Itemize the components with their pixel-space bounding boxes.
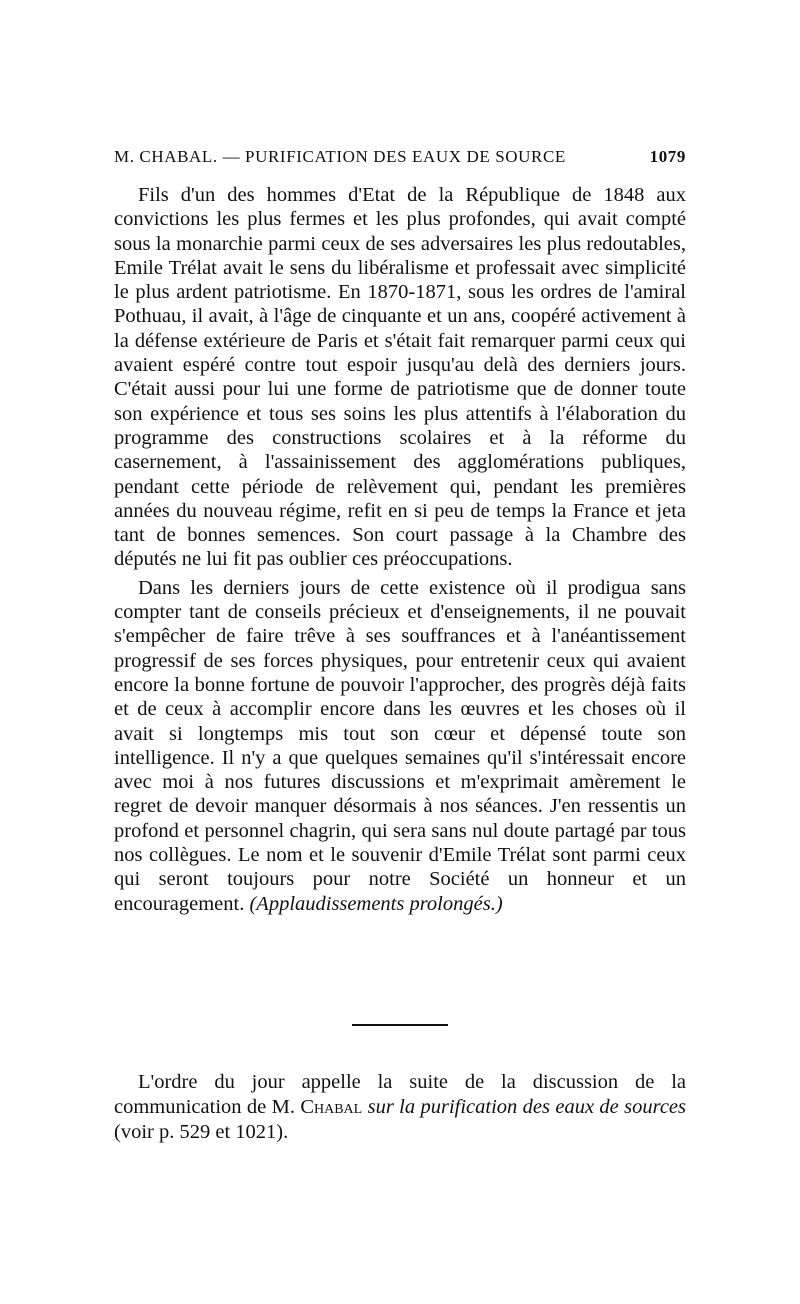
section-divider bbox=[352, 1024, 448, 1026]
running-title: M. CHABAL. — PURIFICATION DES EAUX DE SOURCE bbox=[114, 147, 566, 166]
paragraph-1: Fils d'un des hommes d'Etat de la République de 1848 aux convictions les plus fermes et les plus profondes, qui avait compté sous la monarchie parmi ceux de ses adversaires les plus redoutables, Emile Trélat avait le sens du libéralisme et professait avec simplicité le plus ardent patriotisme. En 1870-1871, sous les ordres de l'amiral Pothuau, il avait, à l'âge de cinquante et un ans, coopéré activement à la défense extérieure de Paris et s'était fait remarquer parmi ceux qui avaient espéré contre tout espoir jusqu'au delà des derniers jours. C'était aussi pour lui une forme de patriotisme que de donner toute son expérience et tous ses soins les plus attentifs à l'élaboration du programme des constructions scolaires et à la réforme du casernement, à l'assainissement des agglomérations publiques, pendant cette période de relèvement qui, pendant les premières années du nouveau régime, refit en si peu de temps la France et jeta tant de bonnes semences. Son court passage à la Chambre des députés ne lui fit pas oublier ces préoccupations. bbox=[114, 184, 686, 571]
eulogy-text bbox=[114, 183, 686, 916]
applause-note: (Applaudissements prolongés.) bbox=[249, 892, 503, 915]
order-text-before: L'ordre du jour appelle la suite de la discussion de la communication de M. bbox=[114, 1071, 686, 1118]
discussion-subject: sur la purification des eaux de sources bbox=[362, 1096, 686, 1118]
running-header bbox=[114, 147, 686, 171]
paragraph-2-main: Dans les derniers jours de cette existence où il prodigua sans compter tant de conseils précieux et d'enseignements, il ne pouvait s'empêcher de faire trêve à ses souffrances et à l'anéantissement progressif de ses forces physiques, pour entretenir ceux qui avaient encore la bonne fortune de pouvoir l'approcher, des progrès déjà faits et de ceux à accomplir encore dans les œuvres et les choses où il avait si longtemps mis tout son cœur et dépensé toute son intelligence. Il n'y a que quelques semaines qu'il s'intéressait encore avec moi à nos futures discussions et m'exprimait amèrement le regret de devoir manquer désormais à nos séances. J'en ressentis un profond et personnel chagrin, qui sera sans nul doute partagé par tous nos collègues. Le nom et le souvenir d'Emile Trélat sont parmi ceux qui seront toujours pour notre Société un honneur et un encouragement. bbox=[114, 576, 686, 915]
paragraph-2 bbox=[114, 576, 686, 916]
page-number: 1079 bbox=[649, 147, 686, 166]
speaker-name: Chabal bbox=[300, 1096, 363, 1118]
page-reference: (voir p. 529 et 1021). bbox=[114, 1121, 289, 1143]
order-of-day-paragraph bbox=[114, 1070, 686, 1145]
